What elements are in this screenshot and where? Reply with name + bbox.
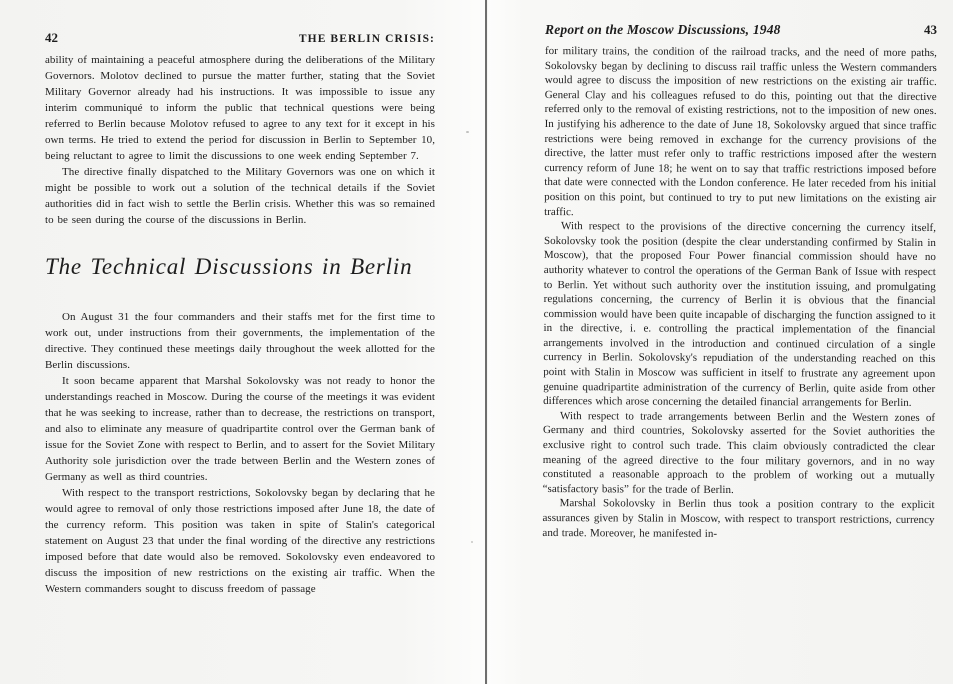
running-head-row-left [45,30,435,46]
paragraph: With respect to the transport restrictions, Sokolovsky began by declaring that he would agree to removal of only those restrictions imposed after June 18, the date of the currency reform. This position was taken in spite of Stalin's categorical statement on August 23 that under the final wording of the directive any restrictions imposed before that date would also be removed. Sokolovsky even endeavored to discuss the imposition of new restrictions on the existing air traffic. When the Western commanders sought to discuss freedom of passage [45,487,435,595]
paragraph: for military trains, the condition of the railroad tracks, and the need of more paths, Sokolovsky began by declining to discuss rail traffic unless the Western commanders would agree to discuss the imposition of new restrictions on the existing air traffic. General Clay and his colleagues refused to do this, pointing out that the directive referred only to the removal of existing restrictions, not to the imposition of new ones. In justifying his adherence to the date of June 18, Sokolovsky argued that since traffic restrictions were being removed in exchange for the currency provisions of the directive, the latter must refer only to traffic restrictions imposed after the western currency reform of June 18; he went on to say that traffic restrictions imposed before that date were connected with the London conference. He later receded from his initial position on this point, but continued to try to put new limitations on the existing air traffic. [544,44,937,218]
page-number-left: 42 [45,30,58,45]
page-right-body [542,44,937,542]
running-head-right: Report on the Moscow Discussions, 1948 [545,22,781,37]
paragraph: On August 31 the four commanders and their staffs met for the first time to work out, under instructions from their governments, the implementation of the directive. They continued these meetings daily throughout the week allotted for the Berlin discussions. [45,311,435,371]
paragraph: The directive finally dispatched to the Military Governors was one on which it might be possible to work out a solution of the technical details if the Soviet authorities did in fact wish to settle the Berlin crisis. Whether this was so remained to be seen during the course of the discussions in Berlin. [45,166,435,226]
running-head-left: THE BERLIN CRISIS: [298,33,435,45]
running-head-row-right [545,22,937,38]
page-right [488,0,953,684]
scan-speck [135,346,139,349]
paragraph: Marshal Sokolovsky in Berlin thus took a position contrary to the explicit assurances given by Stalin in Moscow, with respect to transport restrictions, currency and trade. Moreover, he manifested in- [542,497,935,540]
scan-speck [471,541,473,543]
page-number-right: 43 [924,22,937,37]
paragraph: With respect to the provisions of the directive concerning the currency itself, Sokolovsky took the position (despite the clear understanding confirmed by Stalin in Moscow), that the proposed Four Power financial commission should have no authority whatever to control the operations of the German Bank of Issue with respect to Berlin. Yet without such authority over the institution issuing, and promulgating regulations concerning, the currency of Berlin it is obvious that the financial commission would have been quite incapable of discharging the function assigned to it in the directive, i. e. controlling the practical implementation of the financial arrangements involved in the introduction and continued circulation of a single currency in Berlin. Sokolovsky's repudiation of the understanding reached on this point with Stalin in Moscow was sufficient in itself to frustrate any agreement upon genuine quadripartite administration of the currency of Berlin, quite aside from other differences which arose concerning the detailed financial arrangements for Berlin. [543,220,937,410]
page-left-body [45,52,435,597]
page-gutter-divider [485,0,487,684]
scan-speck [466,131,469,133]
paragraph: It soon became apparent that Marshal Sokolovsky was not ready to honor the understandings reached in Moscow. During the course of the meetings it was evident that he was seeking to increase, rather than to decrease, the restrictions on transport, and also to eliminate any measure of quadripartite control over the German bank of issue for the Soviet Zone with respect to Berlin, and to assert for the Soviet Military Authority sole jurisdiction over the trade between Berlin and the Western zones of Germany as well as third countries. [45,375,435,483]
paragraph: ability of maintaining a peaceful atmosphere during the deliberations of the Military Governors. Molotov declined to pursue the matter further, stating that the Soviet Military Governor already had his instructions. It was impossible to issue any interim communiqué to inform the public that technical questions were being referred to Berlin because Molotov refused to agree to any text for it except in his own terms. He tried to extend the period for discussion in Berlin to September 10, being reluctant to agree to limit the discussions to one week ending September 7. [45,54,435,162]
section-heading: The Technical Discussions in Berlin [45,254,413,279]
paragraph: With respect to trade arrangements between Berlin and the Western zones of Germany and third countries, Sokolovsky asserted for the Soviet authorities the exclusive right to control such trade. This claim obviously contradicted the clear meaning of the agreed directive to the four military governors, and in no way constituted a reasonable approach to the problem of working out a mutually “satisfactory basis” for the trade of Berlin. [542,409,936,496]
